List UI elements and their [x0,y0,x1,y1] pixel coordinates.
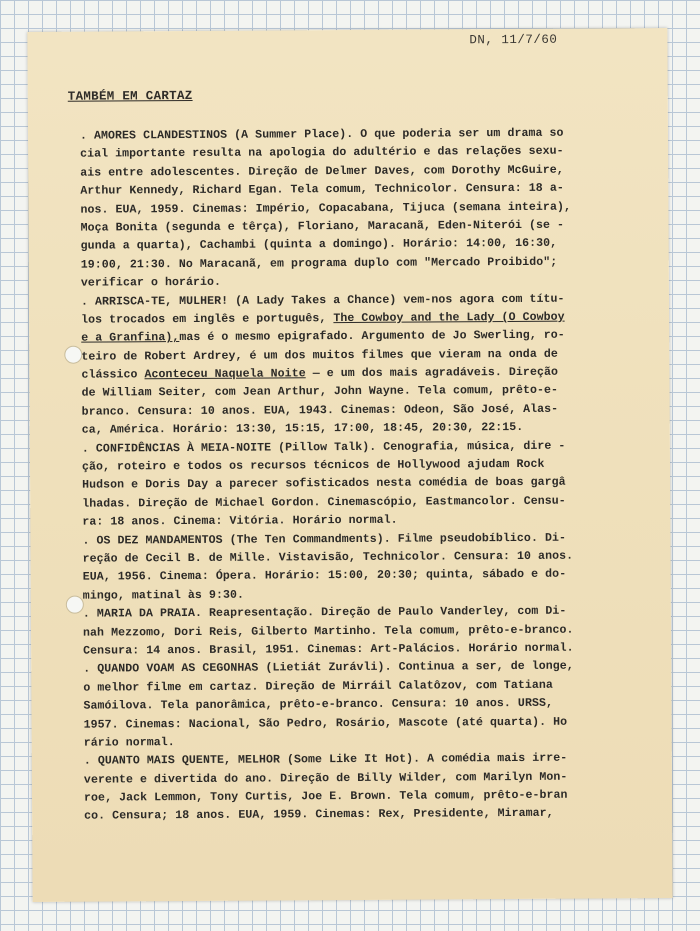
text-segment: rário normal. [83,735,175,750]
text-segment: nah Mezzomo, Dori Reis, Gilberto Martinho. Tela comum, prêto-e-branco. [82,623,574,640]
text-segment: cial importante resulta na apologia do adultério e das relações sexu- [80,145,564,162]
text-line [84,805,666,827]
text-segment: Hudson e Doris Day a parecer sofisticados nesta comédia de boas gargâ [82,476,566,493]
text-segment: reção de Cecil B. de Mille. Vistavisão, Technicolor. Censura: 10 anos. [82,549,574,566]
text-segment: branco. Censura: 10 anos. EUA, 1943. Cinemas: Odeon, São José, Alas- [81,402,559,419]
text-segment: EUA, 1956. Cinema: Ópera. Horário: 15:00, 20:30; quinta, sábado e do- [82,568,567,585]
page-heading: TAMBÉM EM CARTAZ [67,88,193,104]
text-segment: . QUANTO MAIS QUENTE, MELHOR (Some Like It Hot). A comédia mais irre- [83,751,568,768]
text-segment: o melhor filme em cartaz. Direção de Mirráil Calatôzov, com Tatiana [83,678,553,695]
text-segment: Arthur Kennedy, Richard Egan. Tela comum, Technicolor. Censura: 18 a- [80,181,564,198]
typed-page [27,28,672,902]
text-segment: Samóilova. Tela panorâmica, prêto-e-branco. Censura: 10 anos. URSS, [83,696,553,713]
text-segment: Moça Bonita (segunda e têrça), Floriano, Maracanã, Eden-Niterói (se - [80,218,565,235]
text-segment: . ARRISCA-TE, MULHER! (A Lady Takes a Chance) vem-nos agora com títu- [80,292,565,309]
underlined-title: The Cowboy and the Lady (O Cowboy [333,310,565,326]
text-segment: mingo, matinal às 9:30. [82,588,245,603]
text-segment: lhadas. Direção de Michael Gordon. Cinemascópio, Eastmancolor. Censu- [82,494,566,511]
text-segment: verificar o horário. [80,275,222,290]
text-segment: ca, América. Horário: 13:30, 15:15, 17:00, 18:45, 20:30, 22:15. [81,421,524,437]
text-segment: roe, Jack Lemmon, Tony Curtis, Joe E. Brown. Tela comum, prêto-e-bran [83,788,568,805]
punch-hole [64,346,82,364]
text-segment: mas é o mesmo epigrafado. Argumento de Jo Swerling, ro- [179,328,565,345]
text-segment: teiro de Robert Ardrey, é um dos muitos filmes que vieram na onda de [81,347,558,364]
text-segment: . QUANDO VOAM AS CEGONHAS (Lietiát Zurávli). Continua a ser, de longe, [83,659,574,676]
text-segment: ra: 18 anos. Cinema: Vitória. Horário normal. [82,513,398,529]
underlined-title: Aconteceu Naquela Noite [144,367,306,382]
text-segment: co. Censura; 18 anos. EUA, 1959. Cinemas: Rex, Presidente, Miramar, [84,807,554,824]
film-listings [80,124,666,826]
text-segment: 19:00, 21:30. No Maracanã, em programa duplo com "Mercado Proibido"; [80,255,558,272]
text-segment: 1957. Cinemas: Nacional, São Pedro, Rosário, Mascote (até quarta). Ho [83,715,568,732]
underlined-title: e a Granfina), [81,331,180,345]
date-stamp: DN, 11/7/60 [469,32,558,48]
text-segment: verente e divertida do ano. Direção de Billy Wilder, com Marilyn Mon- [83,770,568,787]
text-segment: los trocados em inglês e português, [81,312,334,327]
text-segment: ais entre adolescentes. Direção de Delmer Daves, com Dorothy McGuire, [80,163,564,180]
text-segment: . CONFIDÊNCIAS À MEIA-NOITE (Pillow Talk). Cenografia, música, dire - [81,439,566,456]
text-segment: gunda a quarta), Cachambi (quinta a domingo). Horário: 14:00, 16:30, [80,237,558,253]
text-segment: clássico [81,368,145,382]
text-segment: . MARIA DA PRAIA. Reapresentação. Direção de Paulo Vanderley, com Di- [82,604,567,621]
text-segment: de William Seiter, com Jean Arthur, John Wayne. Tela comum, prêto-e- [81,384,559,401]
punch-hole [66,596,84,614]
text-segment: — e um dos mais agradáveis. Direção [305,365,558,381]
text-segment: . OS DEZ MANDAMENTOS (The Ten Commandments). Filme pseudobíblico. Di- [82,531,567,548]
text-segment: ção, roteiro e todos os recursos técnicos de Hollywood ajudam Rock [81,457,545,474]
text-segment: nos. EUA, 1959. Cinemas: Império, Copacabana, Tijuca (semana inteira), [80,200,571,217]
text-segment: Censura: 14 anos. Brasil, 1951. Cinemas: Art-Palácios. Horário normal. [83,641,574,658]
text-segment: . AMORES CLANDESTINOS (A Summer Place). O que poderia ser um drama so [79,126,564,143]
